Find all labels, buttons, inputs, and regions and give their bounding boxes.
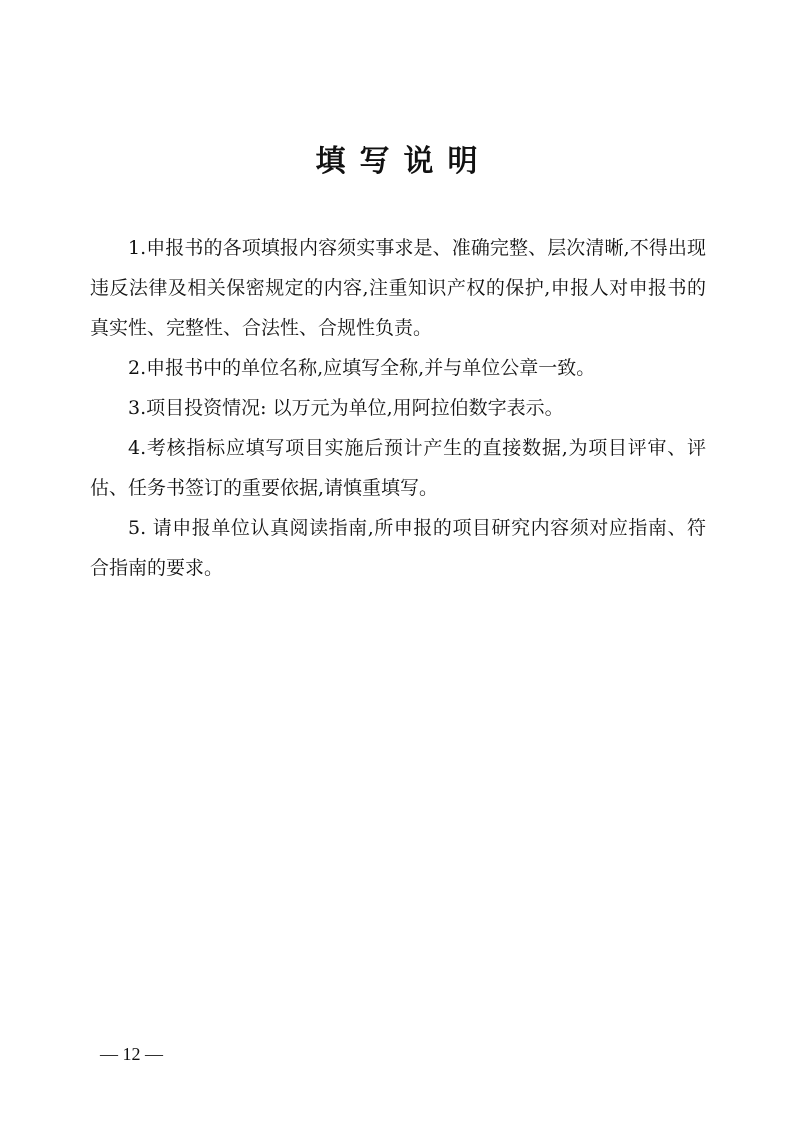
instructions-body (90, 228, 706, 588)
instruction-item-1: 1.申报书的各项填报内容须实事求是、准确完整、层次清晰,不得出现违反法律及相关保密规定的内容,注重知识产权的保护,申报人对申报书的真实性、完整性、合法性、合规性负责。 (90, 237, 706, 339)
instruction-item-5: 5. 请申报单位认真阅读指南,所申报的项目研究内容须对应指南、符合指南的要求。 (90, 517, 706, 579)
instruction-item-2: 2.申报书中的单位名称,应填写全称,并与单位公章一致。 (128, 357, 596, 379)
instruction-item-3: 3.项目投资情况: 以万元为单位,用阿拉伯数字表示。 (128, 397, 564, 419)
instruction-item-4: 4.考核指标应填写项目实施后预计产生的直接数据,为项目评审、评估、任务书签订的重要依据,请慎重填写。 (90, 437, 706, 499)
page-number: — 12 — (100, 1044, 163, 1064)
page-title: 填写说明 (315, 144, 492, 179)
